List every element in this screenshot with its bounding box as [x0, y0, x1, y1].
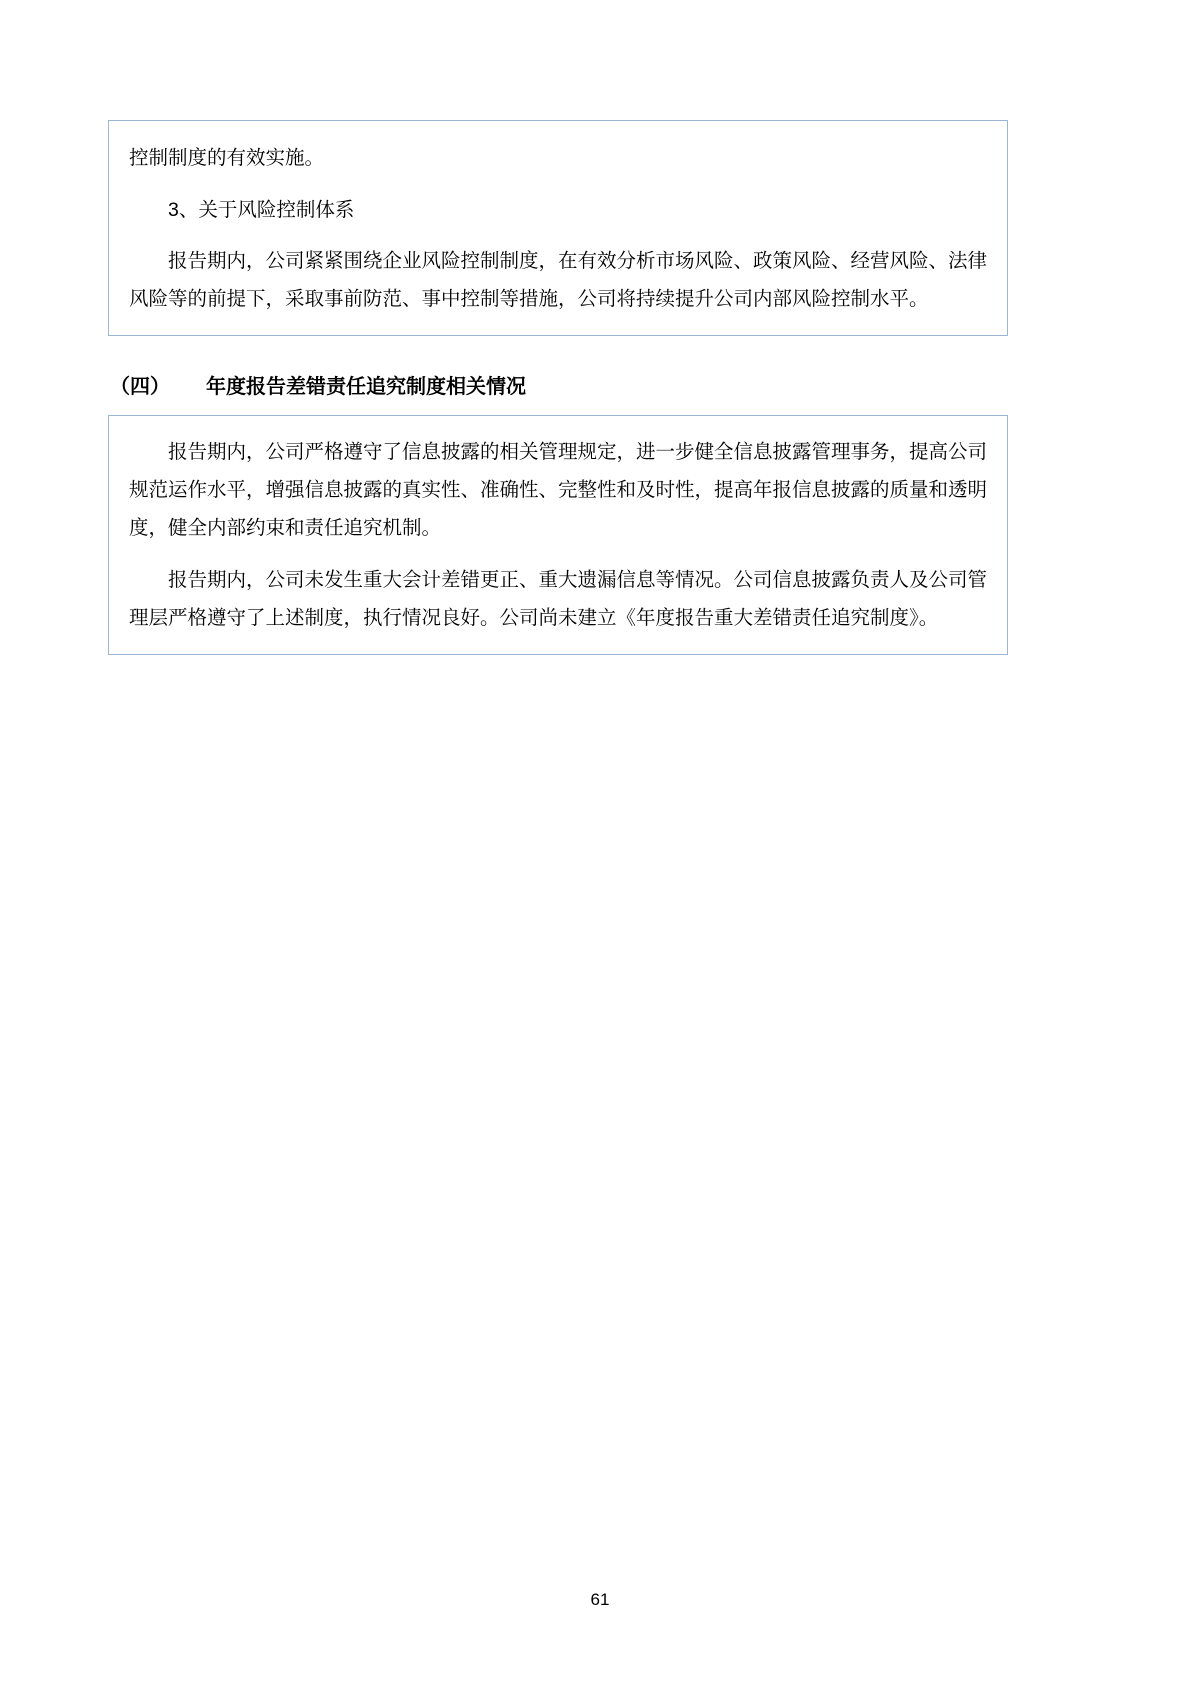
disclosure-paragraph: 报告期内，公司严格遵守了信息披露的相关管理规定，进一步健全信息披露管理事务，提高公司规范运作水平，增强信息披露的真实性、准确性、完整性和及时性，提高年报信息披露的质量和透明度，健全内部约束和责任追究机制。	[129, 442, 988, 540]
risk-control-paragraph: 报告期内，公司紧紧围绕企业风险控制制度，在有效分析市场风险、政策风险、经营风险、法律风险等的前提下，采取事前防范、事中控制等措施，公司将持续提升公司内部风险控制水平。	[129, 251, 988, 311]
page-content	[108, 120, 1008, 655]
error-accountability-text-box	[108, 415, 1008, 655]
section-heading	[110, 370, 1008, 399]
section-number: （四）	[110, 376, 170, 399]
accountability-paragraph: 报告期内，公司未发生重大会计差错更正、重大遗漏信息等情况。公司信息披露负责人及公司管理层严格遵守了上述制度，执行情况良好。公司尚未建立《年度报告重大差错责任追究制度》。	[129, 570, 988, 630]
subsection-heading-3: 3、关于风险控制体系	[168, 199, 355, 222]
page-number: 61	[590, 1590, 610, 1609]
paragraph-continuation: 控制制度的有效实施。	[129, 147, 325, 169]
section-title: 年度报告差错责任追究制度相关情况	[206, 376, 526, 399]
risk-control-text-box	[108, 120, 1008, 336]
